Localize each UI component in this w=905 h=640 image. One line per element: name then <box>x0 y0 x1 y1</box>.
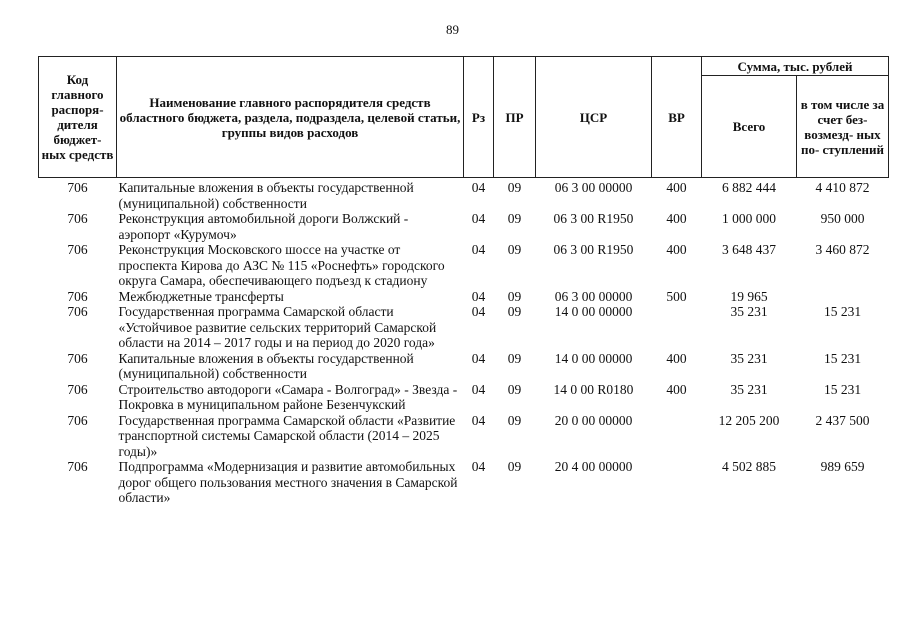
cell-code: 706 <box>67 211 88 226</box>
cell-total: 6 882 444 <box>722 180 776 195</box>
cell-total: 19 965 <box>730 288 768 304</box>
header-pr: ПР <box>494 57 536 178</box>
cell-rz: 04 <box>471 350 486 366</box>
cell-csr: 14 0 00 R0180 <box>553 381 634 397</box>
cell-rz: 04 <box>471 242 486 257</box>
cell-vr <box>652 413 702 460</box>
cell-rz: 04 <box>471 211 486 226</box>
cell-vr: 500 <box>666 288 687 304</box>
table-row <box>39 304 889 351</box>
cell-code: 706 <box>67 242 88 257</box>
cell-code: 706 <box>67 412 88 428</box>
cell-grant: 4 410 872 <box>815 180 870 195</box>
cell-vr: 400 <box>666 180 687 195</box>
cell-name: Реконструкция автомобильной дороги Волжский - аэропорт «Курумоч» <box>118 211 409 242</box>
cell-csr: 14 0 00 00000 <box>554 304 633 319</box>
cell-csr: 20 0 00 00000 <box>554 412 633 428</box>
cell-code: 706 <box>67 381 88 397</box>
cell-code: 706 <box>67 180 88 195</box>
cell-name: Капитальные вложения в объекты государственной (муниципальной) собственности <box>118 180 414 211</box>
header-total: Всего <box>702 76 797 178</box>
cell-grant: 15 231 <box>823 381 862 397</box>
cell-total: 35 231 <box>730 350 768 366</box>
cell-total: 1 000 000 <box>722 211 776 226</box>
cell-pr: 09 <box>507 459 522 474</box>
cell-vr: 400 <box>666 381 687 397</box>
table-header <box>39 57 889 178</box>
cell-pr: 09 <box>507 180 522 195</box>
cell-vr: 400 <box>666 211 687 226</box>
table-body <box>39 178 889 506</box>
cell-total: 3 648 437 <box>722 242 776 257</box>
cell-grant: 2 437 500 <box>815 412 870 428</box>
cell-vr: 400 <box>666 242 687 257</box>
cell-total: 12 205 200 <box>718 412 780 428</box>
cell-pr: 09 <box>507 350 522 366</box>
header-csr: ЦСР <box>536 57 652 178</box>
table-row <box>39 413 889 460</box>
cell-name: Государственная программа Самарской области «Развитие транспортной системы Самарской области (2014 – 2025 годы)» <box>118 412 456 459</box>
cell-code: 706 <box>67 459 88 474</box>
cell-csr: 14 0 00 00000 <box>554 350 633 366</box>
cell-name: Государственная программа Самарской области «Устойчивое развитие сельских территорий Самарской области на 2014 – 2017 годы и на период до 2020 года» <box>118 304 437 350</box>
cell-rz: 04 <box>471 304 486 319</box>
cell-grant: 3 460 872 <box>815 242 870 257</box>
cell-total: 35 231 <box>730 381 768 397</box>
table-row <box>39 242 889 289</box>
cell-pr: 09 <box>507 288 522 304</box>
cell-rz: 04 <box>471 288 486 304</box>
cell-grant <box>797 289 889 305</box>
cell-total: 4 502 885 <box>722 459 776 474</box>
cell-grant: 989 659 <box>820 459 865 474</box>
cell-vr: 400 <box>666 350 687 366</box>
cell-pr: 09 <box>507 211 522 226</box>
cell-rz: 04 <box>471 180 486 195</box>
budget-table <box>38 56 889 506</box>
table-row <box>39 459 889 506</box>
cell-csr: 06 3 00 00000 <box>554 180 633 195</box>
cell-name: Подпрограмма «Модернизация и развитие автомобильных дорог общего пользования местного значения в Самарской области» <box>118 459 458 505</box>
cell-grant: 15 231 <box>823 304 862 319</box>
cell-rz: 04 <box>471 412 486 428</box>
cell-pr: 09 <box>507 304 522 319</box>
cell-name: Межбюджетные трансферты <box>118 288 284 304</box>
cell-vr <box>652 459 702 506</box>
cell-csr: 06 3 00 00000 <box>554 288 633 304</box>
cell-name: Реконструкция Московского шоссе на участке от проспекта Кирова до АЗС № 115 «Роснефть» городского округа Самара, обеспечивающего подъезд к стадиону <box>118 242 445 288</box>
page-number: 89 <box>446 22 459 37</box>
cell-csr: 06 3 00 R1950 <box>553 242 634 257</box>
cell-pr: 09 <box>507 412 522 428</box>
header-name: Наименование главного распорядителя средств областного бюджета, раздела, подраздела, целевой статьи, группы видов расходов <box>117 57 464 178</box>
cell-grant: 950 000 <box>820 211 865 226</box>
header-rz: Рз <box>464 57 494 178</box>
cell-vr <box>652 304 702 351</box>
cell-code: 706 <box>67 288 88 304</box>
table-row <box>39 289 889 305</box>
cell-rz: 04 <box>471 459 486 474</box>
header-vr: ВР <box>652 57 702 178</box>
cell-total: 35 231 <box>730 304 768 319</box>
header-grant: в том числе за счет без- возмезд- ных по- ступлений <box>797 76 889 178</box>
header-code: Код главного распоря- дителя бюджет- ных средств <box>39 57 117 178</box>
table-row <box>39 351 889 382</box>
header-sum: Сумма, тыс. рублей <box>702 57 889 76</box>
cell-code: 706 <box>67 350 88 366</box>
cell-name: Капитальные вложения в объекты государственной (муниципальной) собственности <box>118 350 414 381</box>
cell-pr: 09 <box>507 381 522 397</box>
cell-pr: 09 <box>507 242 522 257</box>
cell-code: 706 <box>67 304 88 319</box>
cell-grant: 15 231 <box>823 350 862 366</box>
table-row <box>39 178 889 212</box>
table-row <box>39 211 889 242</box>
cell-csr: 06 3 00 R1950 <box>553 211 634 226</box>
table-row <box>39 382 889 413</box>
cell-csr: 20 4 00 00000 <box>554 459 633 474</box>
cell-name: Строительство автодороги «Самара - Волгоград» - Звезда - Покровка в муниципальном районе Безенчукский <box>118 381 458 412</box>
cell-rz: 04 <box>471 381 486 397</box>
